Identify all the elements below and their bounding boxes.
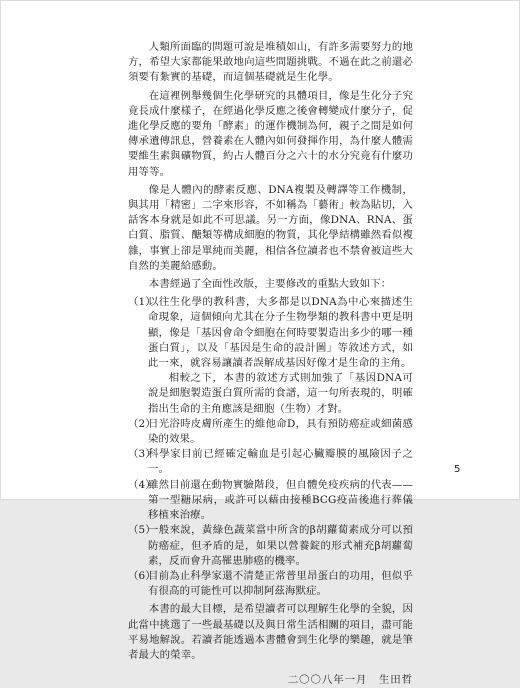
list-item-text: 日光浴時皮膚所產生的維他命D，具有預防癌症或細菌感染的效果。: [148, 417, 413, 446]
list-item-number: （6）: [128, 569, 156, 582]
list-item-text: 目前為止科學家還不清楚正常普里昂蛋白的功用，但似乎有很高的可能性可以抑制阿茲海默症。: [148, 569, 413, 598]
page-number: 5: [454, 464, 461, 475]
list-item-text: 雖然目前還在動物實驗階段，但自體免疫疾病的代表——第一型糖尿病，或許可以藉由接種BCG疫苗後進行葬儀移植來治療。: [148, 478, 413, 522]
signature: 二〇〇八年一月 生田哲: [287, 674, 413, 687]
paragraph: 本書經過了全面性改版，主要修改的重點大致如下：: [148, 278, 392, 291]
list-item-number: （3）: [128, 448, 156, 461]
list-item-subparagraph: 相較之下，本書的敘述方式則加強了「基因DNA可說是細胞製造蛋白質所需的食譜，這一句所表現的，明確指出生命的主角應該是細胞（生物）才對。: [148, 372, 413, 415]
paragraph: 人類所面臨的問題可說是堆積如山，有許多需要努力的地方，希望大家都能果敢地向這些問題挑戰。不過在此之前還必須要有紮實的基礎，而這個基礎就是生化學。: [128, 41, 413, 84]
paragraph: 像是人體內的酵素反應、DNA複製及轉譯等工作機制，與其用「精密」二字來形容，不如稱為「藝術」較為貼切，入話客本身就是如此不可思議。另一方面，像DNA、RNA、蛋白質、脂質、醣類等構成細胞的物質，其化學結構雖然看似複雜，事實上卻是單純而美麗，相信各位讀者也不禁會被這些大自然的美麗給感動。: [128, 183, 413, 272]
list-item-number: （4）: [128, 478, 156, 491]
list-item: [128, 523, 413, 569]
list-item: [128, 478, 413, 524]
list-item: [128, 417, 413, 447]
list-item: [128, 295, 413, 417]
paragraph: 在這裡例舉幾個生化學研究的具體項目，像是生化分子究竟長成什麼樣子，在經過化學反應之後會轉變成什麼分子，促進化學反應的要角「酵素」的運作機制為何，親子之間是如何傳承遺傳訊息，營養素在人體內如何發揮作用，為什麼人體需要維生素與礦物質，約占人體百分之六十的水分究竟有什麼功用等等。: [128, 89, 413, 178]
preface-body: [128, 40, 413, 688]
list-item-number: （5）: [128, 524, 156, 537]
revision-list: [128, 295, 413, 599]
list-item-text: 一般來說，黃綠色蔬菜當中所含的β胡蘿蔔素成分可以預防癌症，但矛盾的是，如果以營養錠的形式補充β胡蘿蔔素，反而會升高罹患肺癌的機率。: [148, 524, 413, 567]
list-item-number: （2）: [128, 417, 156, 430]
list-item-number: （1）: [128, 296, 156, 309]
list-item: [128, 569, 413, 599]
list-item: [128, 447, 413, 477]
closing-paragraph: 本書的最大目標，是希望讀者可以理解生化學的全貌，因此當中挑選了一些最基礎以及與日常生活相關的項目，盡可能平易地解說。若讀者能透過本書體會到生化學的樂趣，就是筆者最大的榮幸。: [128, 603, 413, 661]
list-item-text: 以往生化學的教科書，大多都是以DNA為中心來描述生命現象，這個傾向尤其在分子生物學類的教科書中更是明顯，像是「基因會命令細胞在何時要製造出多少的哪一種蛋白質」，以及「基因是生命的設計圖」等敘述方式，如此一來，就容易讓讀者誤解成基因好像才是生命的主角。: [148, 296, 413, 370]
list-item-text: 科學家目前已經確定輸血是引起心臟瓣膜的風險因子之一。: [148, 448, 413, 476]
